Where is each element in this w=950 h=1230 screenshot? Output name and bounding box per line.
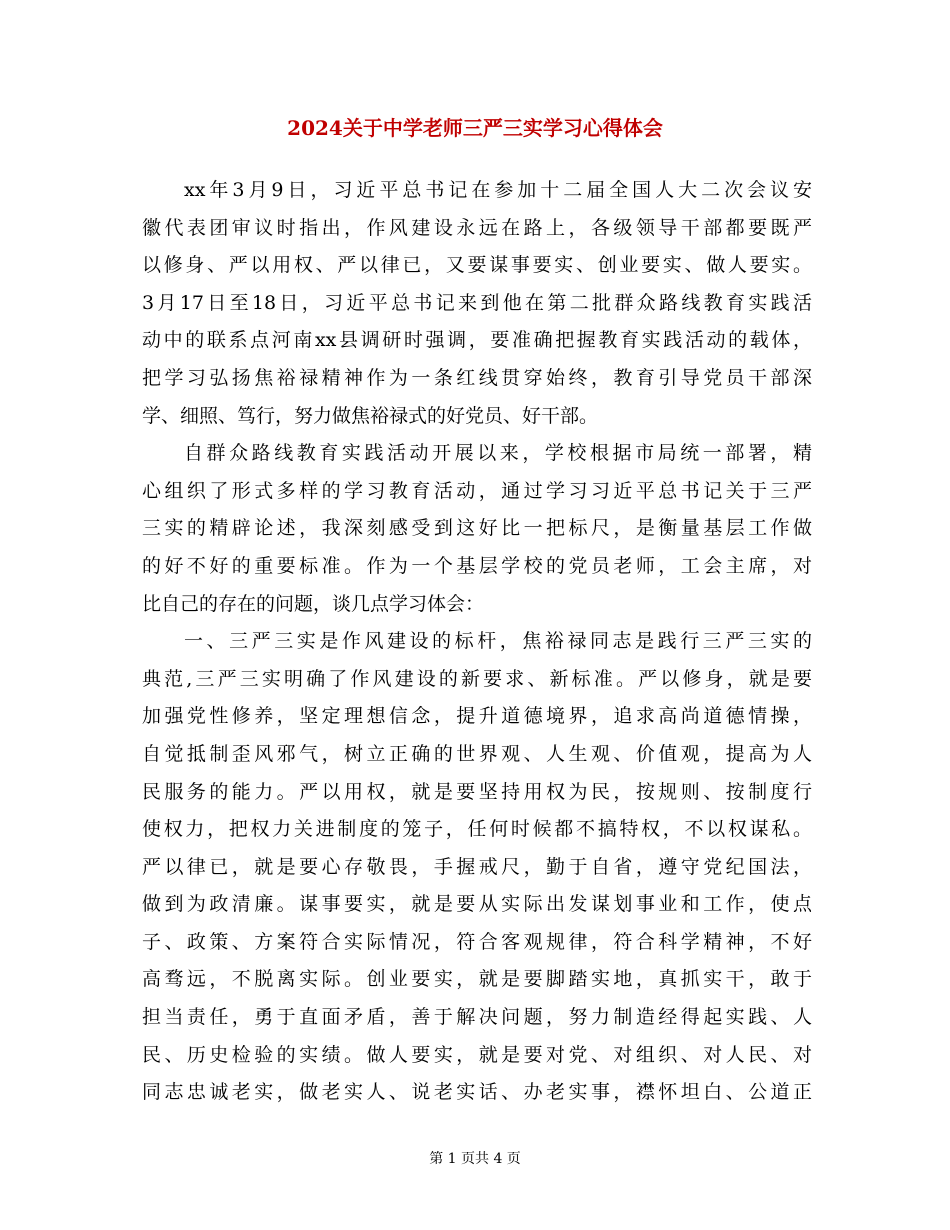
- body-line: 学、细照、笃行，努力做焦裕禄式的好党员、好干部。: [142, 404, 599, 427]
- body-line: 动中的联系点河南xx县调研时强调，要准确把握教育实践活动的载体，: [142, 329, 812, 352]
- body-line: 以修身、严以用权、严以律已，又要谋事要实、创业要实、做人要实。: [142, 254, 812, 277]
- body-line: xx年3月9日，习近平总书记在参加十二届全国人大二次会议安: [184, 179, 812, 201]
- body-line: 使权力，把权力关进制度的笼子，任何时候都不搞特权，不以权谋私。: [142, 818, 812, 841]
- page-number-footer: 第 1 页共 4 页: [429, 1151, 521, 1167]
- body-line: 自觉抵制歪风邪气，树立正确的世界观、人生观、价值观，提高为人: [142, 742, 812, 765]
- body-line: 担当责任，勇于直面矛盾，善于解决问题，努力制造经得起实践、人: [142, 1006, 812, 1029]
- body-line: 心组织了形式多样的学习教育活动，通过学习习近平总书记关于三严: [142, 479, 812, 502]
- body-line: 民服务的能力。严以用权，就是要坚持用权为民，按规则、按制度行: [142, 780, 812, 803]
- body-line: 加强党性修养，坚定理想信念，提升道德境界，追求高尚道德情操，: [142, 705, 812, 728]
- body-line: 严以律已，就是要心存敬畏，手握戒尺，勤于自省，遵守党纪国法，: [142, 855, 812, 878]
- body-line: 徽代表团审议时指出，作风建设永远在路上，各级领导干部都要既严: [142, 216, 812, 239]
- body-line: 自群众路线教育实践活动开展以来，学校根据市局统一部署，精: [184, 442, 812, 465]
- body-line: 高骛远，不脱离实际。创业要实，就是要脚踏实地，真抓实干，敢于: [142, 968, 812, 991]
- body-line: 三实的精辟论述，我深刻感受到这好比一把标尺，是衡量基层工作做: [142, 517, 812, 540]
- body-line: 同志忠诚老实，做老实人、说老实话、办老实事，襟怀坦白、公道正: [142, 1081, 812, 1104]
- body-line: 的好不好的重要标准。作为一个基层学校的党员老师，工会主席，对: [142, 554, 812, 577]
- body-line: 典范,三严三实明确了作风建设的新要求、新标准。严以修身，就是要: [142, 667, 812, 690]
- document-body: [142, 172, 812, 1112]
- body-line: 3月17日至18日，习近平总书记来到他在第二批群众路线教育实践活: [142, 291, 812, 314]
- body-line: 一、三严三实是作风建设的标杆，焦裕禄同志是践行三严三实的: [184, 630, 812, 653]
- body-line: 把学习弘扬焦裕禄精神作为一条红线贯穿始终，教育引导党员干部深: [142, 366, 812, 389]
- body-line: 做到为政清廉。谋事要实，就是要从实际出发谋划事业和工作，使点: [142, 893, 812, 916]
- body-line: 民、历史检验的实绩。做人要实，就是要对党、对组织、对人民、对: [142, 1043, 812, 1066]
- body-line: 子、政策、方案符合实际情况，符合客观规律，符合科学精神，不好: [142, 930, 812, 953]
- document-title: 2024关于中学老师三严三实学习心得体会: [287, 116, 663, 140]
- body-line: 比自己的存在的问题，谈几点学习体会：: [142, 592, 485, 615]
